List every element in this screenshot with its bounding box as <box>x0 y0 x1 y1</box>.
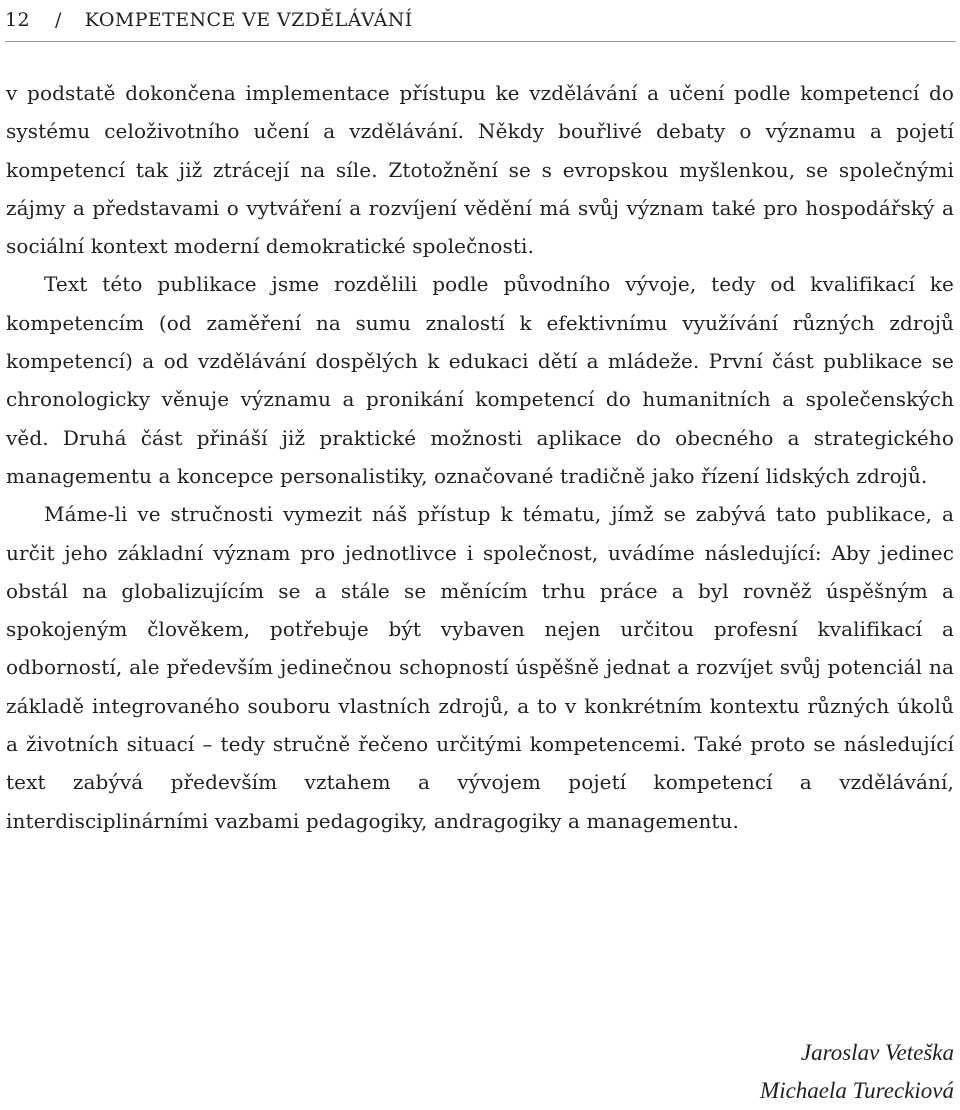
body-text <box>6 74 954 840</box>
paragraph: Máme-li ve stručnosti vymezit náš přístup k tématu, jímž se zabývá tato publikace, a určit jeho základní význam pro jednotlivce i společnost, uvádíme následující: Aby jedinec obstál na globalizujícím se a stále se měnícím trhu práce a byl rovněž úspěšným a spokojeným člověkem, potřebuje být vybaven nejen určitou profesní kvalifikací a odborností, ale především jedinečnou schopností úspěšně jednat a rozvíjet svůj potenciál na základě integrovaného souboru vlastních zdrojů, a to v konkrétním kontextu různých úkolů a životních situací – tedy stručně řečeno určitými kompetencemi. Také proto se následující text zabývá především vztahem a vývojem pojetí kompetencí a vzdělávání, interdisciplinárními vazbami pedagogiky, andragogiky a managementu. <box>6 502 954 833</box>
author-signatures <box>760 1034 954 1110</box>
author-name: Jaroslav Veteška <box>800 1040 954 1065</box>
paragraph: Text této publikace jsme rozdělili podle původního vývoje, tedy od kvalifikací ke kompetencím (od zaměření na sumu znalostí k efektivnímu využívání různých zdrojů kompetencí) a od vzdělávání dospělých k edukaci dětí a mládeže. První část publikace se chronologicky věnuje významu a pronikání kompetencí do humanitních a společenských věd. Druhá část přináší již praktické možnosti aplikace do obecného a strategického managementu a koncepce personalistiky, označované tradičně jako řízení lidských zdrojů. <box>6 272 954 488</box>
author-name: Michaela Tureckiová <box>760 1078 954 1103</box>
running-header <box>5 4 956 42</box>
paragraph-continued: v podstatě dokončena implementace přístupu ke vzdělávání a učení podle kompetencí do systému celoživotního učení a vzdělávání. Někdy bouřlivé debaty o významu a pojetí kompetencí tak již ztrácejí na síle. Ztotožnění se s evropskou myšlenkou, se společnými zájmy a představami o vytváření a rozvíjení vědění má svůj význam také pro hospodářský a sociální kontext moderní demokratické společnosti. <box>6 81 954 259</box>
chapter-title: KOMPETENCE VE VZDĚLÁVÁNÍ <box>84 8 413 31</box>
page-number: 12 <box>5 8 30 31</box>
header-separator: / <box>54 8 62 31</box>
